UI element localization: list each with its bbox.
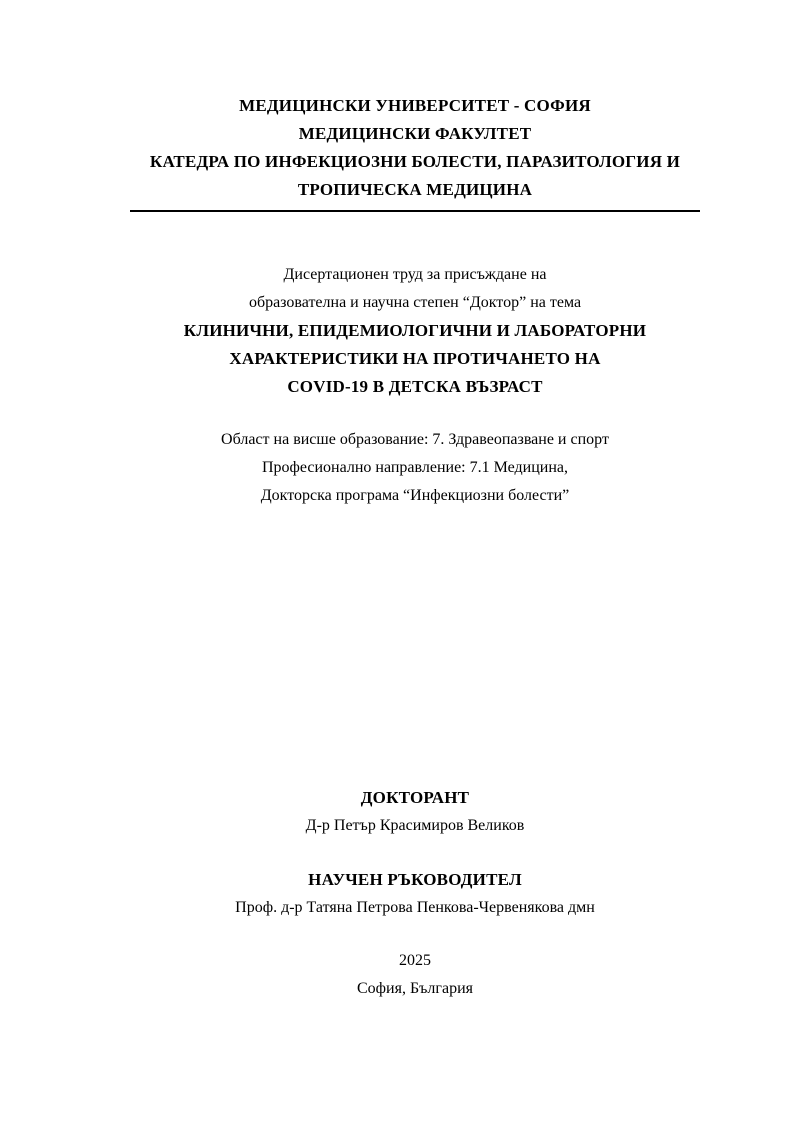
thesis-intro-line-1: Дисертационен труд за присъждане на <box>283 266 547 283</box>
supervisor-block <box>130 866 700 922</box>
footer-block <box>130 947 700 1003</box>
program-block <box>130 426 700 510</box>
header-divider-rule <box>130 210 700 212</box>
thesis-title-block <box>130 261 700 401</box>
thesis-title-line-3: COVID-19 В ДЕТСКА ВЪЗРАСТ <box>287 377 543 396</box>
location-text: София, България <box>357 980 473 997</box>
doctoral-candidate-name: Д-р Петър Красимиров Великов <box>305 817 525 834</box>
thesis-title-line-1: КЛИНИЧНИ, ЕПИДЕМИОЛОГИЧНИ И ЛАБОРАТОРНИ <box>183 321 647 340</box>
institution-line-department-1: КАТЕДРА ПО ИНФЕКЦИОЗНИ БОЛЕСТИ, ПАРАЗИТОЛОГИЯ И <box>149 152 681 171</box>
institution-line-faculty: МЕДИЦИНСКИ ФАКУЛТЕТ <box>298 124 532 143</box>
institution-line-department-2: ТРОПИЧЕСКА МЕДИЦИНА <box>297 180 533 199</box>
professional-direction-line: Професионално направление: 7.1 Медицина, <box>261 459 569 476</box>
doctoral-program-line: Докторска програма “Инфекциозни болести” <box>260 487 570 504</box>
doctoral-candidate-block <box>130 784 700 840</box>
thesis-intro-line-2: образователна и научна степен “Доктор” на тема <box>248 294 582 311</box>
thesis-title-line-2: ХАРАКТЕРИСТИКИ НА ПРОТИЧАНЕТО НА <box>229 349 601 368</box>
year-text: 2025 <box>399 952 431 969</box>
institution-line-university: МЕДИЦИНСКИ УНИВЕРСИТЕТ - СОФИЯ <box>239 96 591 115</box>
education-field-line: Област на висше образование: 7. Здравеопазване и спорт <box>221 431 609 448</box>
supervisor-heading: НАУЧЕН РЪКОВОДИТЕЛ <box>308 870 522 889</box>
page-content <box>130 92 700 1003</box>
supervisor-name: Проф. д-р Татяна Петрова Пенкова-Червенякова дмн <box>235 899 595 916</box>
doctoral-candidate-heading: ДОКТОРАНТ <box>360 788 470 807</box>
institution-header <box>130 92 700 204</box>
